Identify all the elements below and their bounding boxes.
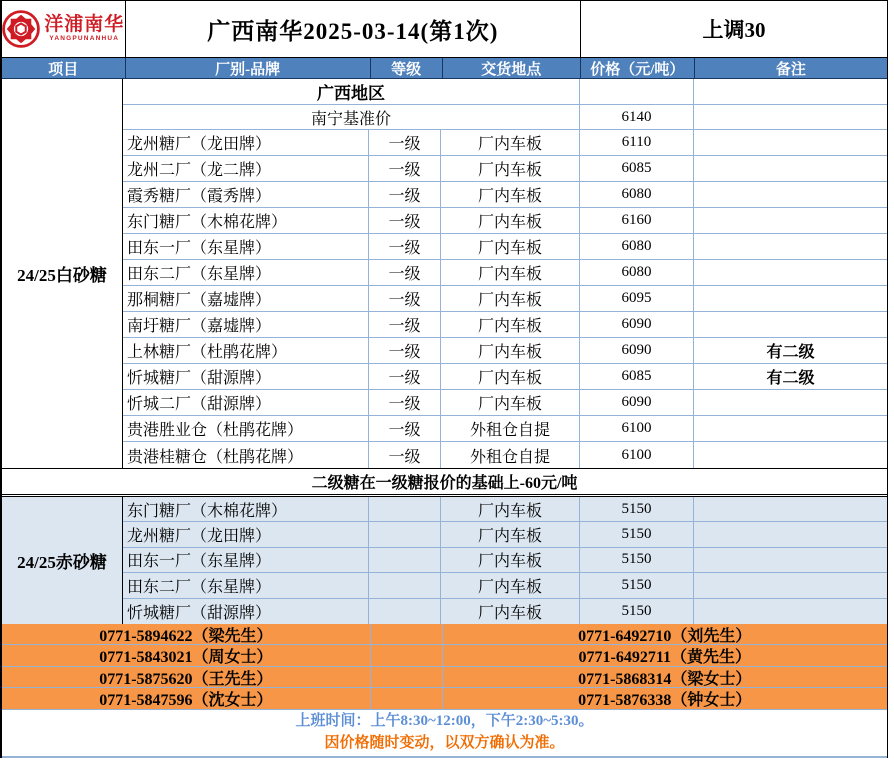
table-row — [123, 234, 887, 260]
contact-phone-right: 0771-6492711（黄先生） — [578, 649, 751, 666]
category-label-white-sugar: 24/25白砂糖 — [2, 79, 123, 468]
note-cell: 有二级 — [766, 370, 815, 387]
price-cell: 6095 — [580, 286, 694, 311]
price-cell: 6100 — [580, 416, 694, 441]
grade-cell: 一级 — [369, 130, 441, 155]
benchmark-row — [123, 105, 887, 130]
column-header-2: 厂别-品牌 — [126, 58, 371, 78]
column-header-4: 交货地点 — [443, 58, 582, 78]
brand-cell: 上林糖厂（杜鹃花牌） — [123, 338, 369, 363]
brand-cell: 忻城二厂（甜源牌） — [123, 390, 369, 415]
price-cell: 5150 — [580, 522, 694, 546]
contact-section — [2, 624, 887, 710]
brand-cell: 贵港胜业仓（杜鹃花牌） — [123, 416, 369, 441]
brand-cell: 忻城糖厂（甜源牌） — [123, 364, 369, 389]
price-cell: 5150 — [580, 573, 694, 597]
grade-cell: 一级 — [369, 208, 441, 233]
grade-cell: 一级 — [369, 312, 441, 337]
location-cell: 厂内车板 — [441, 548, 580, 572]
logo-name-en: YANGPUNANHUA — [49, 35, 120, 43]
column-header-6: 备注 — [775, 61, 806, 78]
region-header: 广西地区 — [123, 79, 580, 104]
table-row — [123, 286, 887, 312]
contact-phone-left: 0771-5843021（周女士） — [2, 645, 371, 666]
location-cell: 厂内车板 — [441, 156, 580, 181]
brand-cell: 龙州糖厂（龙田牌） — [123, 130, 369, 155]
table-row — [123, 156, 887, 182]
brand-cell: 霞秀糖厂（霞秀牌） — [123, 182, 369, 207]
category-label-brown-sugar: 24/25赤砂糖 — [2, 497, 123, 624]
brand-cell: 田东二厂（东星牌） — [123, 260, 369, 285]
note-cell — [694, 312, 887, 337]
location-cell: 厂内车板 — [441, 599, 580, 624]
note-cell — [694, 208, 887, 233]
price-cell: 6085 — [580, 364, 694, 389]
price-cell: 6090 — [580, 338, 694, 363]
contact-phone-left: 0771-5847596（沈女士） — [2, 688, 371, 709]
contact-spacer — [371, 667, 443, 688]
column-header-5: 价格（元/吨） — [581, 58, 695, 78]
column-header-1: 项目 — [2, 58, 126, 78]
location-cell: 厂内车板 — [441, 286, 580, 311]
brand-cell: 南圩糖厂（嘉墟牌） — [123, 312, 369, 337]
table-row — [123, 573, 887, 598]
table-row — [123, 364, 887, 390]
logo-emblem-icon — [2, 10, 40, 48]
brown-sugar-rows — [123, 497, 887, 624]
contact-spacer — [371, 645, 443, 666]
grade-cell: 一级 — [369, 338, 441, 363]
brand-cell: 忻城糖厂（甜源牌） — [123, 599, 369, 624]
note-cell — [694, 390, 887, 415]
note-cell: 有二级 — [766, 344, 815, 361]
table-row — [123, 312, 887, 338]
brand-cell: 龙州二厂（龙二牌） — [123, 156, 369, 181]
note-cell — [694, 548, 887, 572]
section-brown-sugar — [2, 497, 887, 624]
column-header-3: 等级 — [371, 58, 443, 78]
note-cell — [694, 522, 887, 546]
contact-phone-right: 0771-5876338（钟女士） — [578, 692, 752, 709]
location-cell: 厂内车板 — [441, 312, 580, 337]
location-cell: 厂内车板 — [441, 234, 580, 259]
table-row — [123, 260, 887, 286]
table-row — [123, 548, 887, 573]
location-cell: 厂内车板 — [441, 130, 580, 155]
footer — [2, 710, 887, 758]
note-cell — [694, 130, 887, 155]
note-cell — [694, 442, 887, 468]
table-row — [123, 442, 887, 468]
location-cell: 厂内车板 — [441, 522, 580, 546]
grade-cell — [369, 522, 441, 546]
grade-cell: 一级 — [369, 156, 441, 181]
second-grade-price-note: 二级糖在一级糖报价的基础上-60元/吨 — [2, 468, 887, 497]
contact-row — [2, 688, 887, 710]
note-cell — [694, 105, 887, 129]
contact-phone-left: 0771-5894622（梁先生） — [2, 624, 371, 645]
note-cell — [694, 79, 887, 104]
grade-cell — [369, 548, 441, 572]
brand-cell: 东门糖厂（木棉花牌） — [123, 208, 369, 233]
location-cell: 厂内车板 — [441, 260, 580, 285]
location-cell: 厂内车板 — [441, 497, 580, 521]
price-cell: 6080 — [580, 182, 694, 207]
price-cell: 6090 — [580, 312, 694, 337]
region-header-row — [123, 79, 887, 105]
contact-row — [2, 645, 887, 667]
grade-cell — [369, 599, 441, 624]
note-cell — [694, 156, 887, 181]
grade-cell: 一级 — [369, 260, 441, 285]
price-cell: 6100 — [580, 442, 694, 468]
table-row — [123, 599, 887, 624]
sheet-title: 广西南华2025-03-14(第1次) — [126, 1, 581, 57]
title-bar — [2, 1, 887, 58]
price-cell: 6160 — [580, 208, 694, 233]
contact-phone-right: 0771-6492710（刘先生） — [578, 627, 752, 645]
logo-name-cn: 洋浦南华 — [44, 14, 125, 36]
column-header-row — [2, 58, 887, 79]
location-cell: 厂内车板 — [441, 573, 580, 597]
grade-cell: 一级 — [369, 234, 441, 259]
note-cell — [694, 182, 887, 207]
price-cell: 6085 — [580, 156, 694, 181]
price-cell: 5150 — [580, 548, 694, 572]
brand-cell: 贵港桂糖仓（杜鹃花牌） — [123, 442, 369, 468]
price-cell: 6080 — [580, 260, 694, 285]
contact-phone-right: 0771-5868314（梁女士） — [578, 670, 752, 688]
white-sugar-rows — [123, 79, 887, 468]
note-cell — [694, 286, 887, 311]
price-cell: 6090 — [580, 390, 694, 415]
grade-cell — [369, 497, 441, 521]
location-cell: 厂内车板 — [441, 182, 580, 207]
note-cell — [694, 599, 887, 624]
table-row — [123, 338, 887, 364]
table-row — [123, 390, 887, 416]
grade-cell: 一级 — [369, 390, 441, 415]
location-cell: 厂内车板 — [441, 338, 580, 363]
note-cell — [694, 234, 887, 259]
price-cell: 5150 — [580, 599, 694, 624]
price-cell: 6080 — [580, 234, 694, 259]
note-cell — [694, 260, 887, 285]
note-cell — [694, 416, 887, 441]
company-logo — [2, 1, 126, 57]
table-row — [123, 522, 887, 547]
location-cell: 外租仓自提 — [441, 416, 580, 441]
grade-cell: 一级 — [369, 182, 441, 207]
location-cell: 厂内车板 — [441, 390, 580, 415]
contact-spacer — [371, 688, 443, 709]
contact-row — [2, 624, 887, 646]
brand-cell: 龙州糖厂（龙田牌） — [123, 522, 369, 546]
grade-cell: 一级 — [369, 364, 441, 389]
brand-cell: 田东一厂（东星牌） — [123, 234, 369, 259]
price-cell: 5150 — [580, 497, 694, 521]
price-cell — [580, 79, 694, 104]
note-cell — [694, 573, 887, 597]
brand-cell: 田东一厂（东星牌） — [123, 548, 369, 572]
working-hours-text: 上班时间：上午8:30~12:00，下午2:30~5:30。 — [295, 713, 594, 730]
location-cell: 厂内车板 — [441, 208, 580, 233]
table-row — [123, 497, 887, 522]
grade-cell — [369, 573, 441, 597]
section-white-sugar — [2, 79, 887, 468]
location-cell: 外租仓自提 — [441, 442, 580, 468]
contact-phone-left: 0771-5875620（王先生） — [2, 667, 371, 688]
logo-text — [44, 15, 124, 43]
price-cell: 6110 — [580, 130, 694, 155]
grade-cell: 一级 — [369, 442, 441, 468]
contact-spacer — [371, 624, 443, 645]
benchmark-price: 6140 — [580, 105, 694, 129]
price-adjustment-badge: 上调30 — [702, 18, 766, 42]
grade-cell: 一级 — [369, 416, 441, 441]
note-cell — [694, 497, 887, 521]
table-row — [123, 416, 887, 442]
benchmark-name: 南宁基准价 — [123, 105, 580, 129]
brand-cell: 那桐糖厂（嘉墟牌） — [123, 286, 369, 311]
price-disclaimer-text: 因价格随时变动，以双方确认为准。 — [324, 735, 565, 752]
table-row — [123, 208, 887, 234]
table-row — [123, 130, 887, 156]
brand-cell: 东门糖厂（木棉花牌） — [123, 497, 369, 521]
grade-cell: 一级 — [369, 286, 441, 311]
table-row — [123, 182, 887, 208]
location-cell: 厂内车板 — [441, 364, 580, 389]
brand-cell: 田东二厂（东星牌） — [123, 573, 369, 597]
contact-row — [2, 667, 887, 689]
